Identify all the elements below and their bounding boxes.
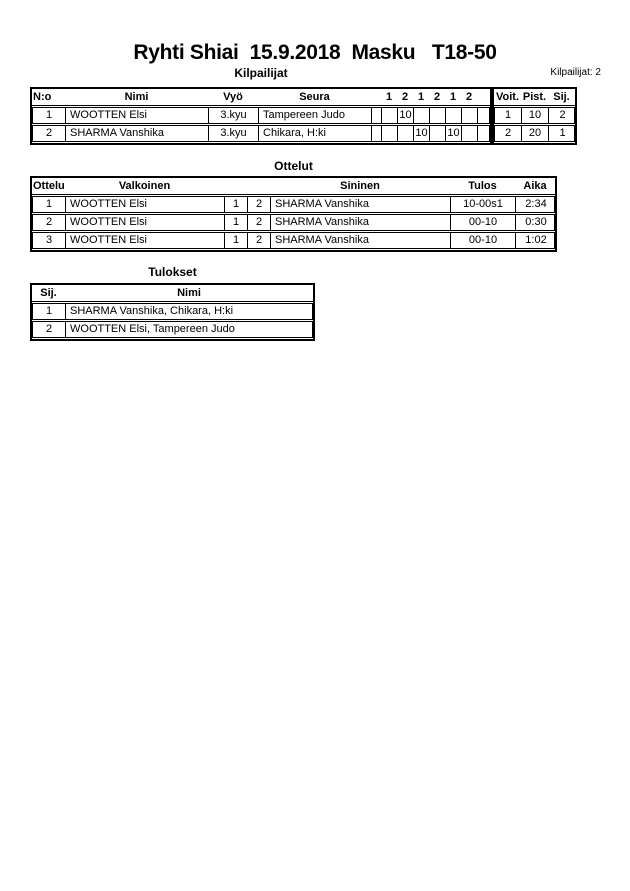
score-cell — [382, 108, 398, 123]
section-heading-competitors: Kilpailijat — [234, 66, 288, 80]
match-row — [32, 196, 555, 213]
blue-number: 2 — [248, 197, 271, 212]
competitor-no: 2 — [33, 126, 66, 141]
score-cell: 10 — [446, 126, 462, 141]
matches-header-row — [32, 178, 555, 195]
col-header-blue: Sininen — [340, 180, 380, 192]
col-header-points: Pist. — [522, 91, 547, 103]
score-header: 1 — [385, 91, 393, 103]
white-number: 1 — [225, 215, 248, 230]
score-header: 2 — [433, 91, 441, 103]
results-header-row — [32, 285, 313, 302]
competitor-club: Chikara, H:ki — [259, 126, 372, 141]
score-cell: 10 — [398, 108, 414, 123]
col-header-time: Aika — [523, 180, 547, 192]
competitor-row — [32, 107, 490, 124]
col-header-name: Nimi — [124, 91, 149, 103]
col-header-white: Valkoinen — [118, 180, 171, 192]
section-heading-matches: Ottelut — [274, 159, 313, 173]
competitors-points-table — [492, 87, 577, 145]
col-header-belt: Vyö — [223, 91, 243, 103]
result-name: WOOTTEN Elsi, Tampereen Judo — [70, 323, 235, 335]
blue-name: SHARMA Vanshika — [271, 197, 451, 212]
score-cell — [462, 108, 478, 123]
points-row — [494, 107, 575, 124]
score-cell — [430, 126, 446, 141]
score-cell — [414, 108, 430, 123]
wins-value: 2 — [495, 126, 522, 141]
col-header-result: Tulos — [468, 180, 497, 192]
match-no: 3 — [33, 233, 66, 248]
points-header-row — [494, 89, 575, 106]
score-cell — [446, 108, 462, 123]
score-cell-lead — [372, 108, 382, 123]
white-number: 1 — [225, 233, 248, 248]
score-cell: 10 — [414, 126, 430, 141]
competitor-name: SHARMA Vanshika — [66, 126, 209, 141]
points-value: 10 — [522, 108, 549, 123]
competitor-no: 1 — [33, 108, 66, 123]
match-result: 00-10 — [451, 233, 516, 248]
score-cell-trail — [478, 126, 491, 141]
score-cell — [382, 126, 398, 141]
score-cell — [462, 126, 478, 141]
score-header: 2 — [465, 91, 473, 103]
col-header-result-place: Sij. — [40, 287, 57, 299]
blue-number: 2 — [248, 215, 271, 230]
score-cell-trail — [478, 108, 491, 123]
score-header-lead — [371, 89, 381, 105]
result-place: 1 — [33, 304, 66, 319]
page-title: Ryhti Shiai 15.9.2018 Masku T18-50 — [133, 41, 497, 64]
competitor-belt: 3.kyu — [209, 126, 259, 141]
match-time: 0:30 — [525, 216, 547, 228]
col-header-wins: Voit. — [495, 91, 519, 103]
wins-value: 1 — [495, 108, 522, 123]
score-cell — [398, 126, 414, 141]
col-header-numbers-spacer — [224, 178, 270, 194]
match-time: 2:34 — [525, 198, 547, 210]
section-heading-results: Tulokset — [148, 265, 197, 279]
competitors-tables — [30, 87, 577, 145]
competitors-table — [30, 87, 492, 145]
score-header: 2 — [401, 91, 409, 103]
col-header-match: Ottelu — [33, 180, 65, 192]
col-header-club: Seura — [299, 91, 330, 103]
competitor-row — [32, 125, 490, 142]
match-no: 1 — [33, 197, 66, 212]
competitors-header-row — [32, 89, 490, 106]
result-place: 2 — [33, 322, 66, 337]
competitor-name: WOOTTEN Elsi — [66, 108, 209, 123]
match-time: 1:02 — [525, 234, 547, 246]
result-name: SHARMA Vanshika, Chikara, H:ki — [70, 305, 234, 317]
col-header-no: N:o — [33, 91, 52, 103]
matches-table — [30, 176, 557, 252]
match-result: 00-10 — [451, 215, 516, 230]
results-table — [30, 283, 315, 341]
score-cell — [430, 108, 446, 123]
col-header-result-name: Nimi — [177, 287, 201, 299]
match-no: 2 — [33, 215, 66, 230]
col-header-place: Sij. — [553, 91, 570, 103]
competitors-count-label: Kilpailijat: 2 — [550, 67, 601, 78]
white-name: WOOTTEN Elsi — [66, 233, 225, 248]
match-row — [32, 214, 555, 231]
blue-name: SHARMA Vanshika — [271, 233, 451, 248]
competitor-belt: 3.kyu — [209, 108, 259, 123]
place-value: 2 — [559, 109, 566, 121]
result-row — [32, 303, 313, 320]
blue-name: SHARMA Vanshika — [271, 215, 451, 230]
match-row — [32, 232, 555, 249]
blue-number: 2 — [248, 233, 271, 248]
score-header-trail — [477, 89, 490, 105]
score-header: 1 — [449, 91, 457, 103]
score-cell-lead — [372, 126, 382, 141]
result-row — [32, 321, 313, 338]
score-header: 1 — [417, 91, 425, 103]
white-number: 1 — [225, 197, 248, 212]
place-value: 1 — [559, 127, 566, 139]
white-name: WOOTTEN Elsi — [66, 215, 225, 230]
competitor-club: Tampereen Judo — [259, 108, 372, 123]
match-result: 10-00s1 — [451, 197, 516, 212]
points-value: 20 — [522, 126, 549, 141]
points-row — [494, 125, 575, 142]
white-name: WOOTTEN Elsi — [66, 197, 225, 212]
